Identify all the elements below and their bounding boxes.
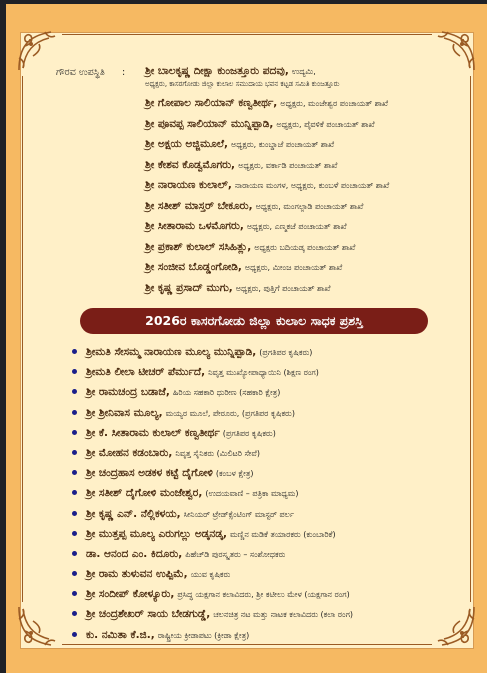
award-desc: (ಪ್ರಗತಿಪರ ಕೃಷಿಕರು) [222, 428, 276, 438]
honorary-desc: ಅಧ್ಯಕ್ಷರು, ಎಣ್ಮಕಜೆ ಪಂಚಾಯತ್ ಶಾಖೆ [246, 222, 347, 231]
bullet-icon [72, 490, 77, 495]
awards-list [72, 344, 472, 647]
award-item [72, 405, 472, 425]
honorary-name: ಶ್ರೀ ಪ್ರಕಾಶ್ ಕುಲಾಲ್ ಸಸಿಹಿತ್ಲು, [145, 240, 252, 253]
honorary-desc: ಅಧ್ಯಕ್ಷರು, ಮಂಗಲ್ಪಾಡಿ ಪಂಚಾಯತ್ ಶಾಖೆ [255, 201, 364, 211]
honorary-name: ಶ್ರೀ ನಾರಾಯಣ ಕುಲಾಲ್, [145, 179, 232, 191]
honorary-item [145, 239, 465, 260]
left-border-line [22, 76, 23, 602]
honorary-desc: ಅಧ್ಯಕ್ಷರು, ಮಂಜೇಶ್ವರ ಪಂಚಾಯತ್ ಶಾಖೆ [280, 99, 389, 108]
award-item [72, 384, 472, 404]
award-name: ಶ್ರೀ ಸತೀಶ್ ದೈಗೋಳಿ ಮಂಜೇಶ್ವರ, [86, 487, 203, 500]
honorary-item [145, 64, 465, 78]
award-desc: ಪ್ರಸಿದ್ಧ ಯಕ್ಷಗಾನ ಕಲಾವಿದರು, ಶ್ರೀ ಕಟೀಲು ಮೇಳ (ಯಕ್ಷಗಾನ ರಂಗ) [177, 590, 350, 600]
honorary-name: ಶ್ರೀ ಪೂವಪ್ಪ ಸಾಲಿಯಾನ್ ಮುನ್ನಿಪ್ಪಾಡಿ, [145, 117, 274, 130]
award-desc: ನಿವೃತ್ತ ಮುಖ್ಯೋಪಾಧ್ಯಾಯಿನಿ (ಶಿಕ್ಷಣ ರಂಗ) [208, 368, 319, 378]
award-item [72, 485, 472, 505]
award-desc: ಪಿಹೆಚ್‌ಡಿ ಪುರಸ್ಕೃತರು – ಸಂಶೋಧಕರು [185, 549, 286, 559]
award-name: ಶ್ರೀ ರಾಮ ತುಳುವನ ಉಪ್ಪಿಮೆ, [86, 568, 188, 581]
bullet-icon [72, 369, 77, 374]
award-desc: ಮಣ್ಣಿನ ಮಡಿಕೆ ತಯಾರಕರು (ಕುಂಬಾರಿಕೆ) [229, 529, 336, 539]
honorary-item [145, 157, 465, 178]
award-name: ಶ್ರೀ ಕೃಷ್ಣ ಎನ್. ನೆಲ್ಲಿಕಳಯ, [86, 507, 181, 520]
award-desc: ಹಿರಿಯ ಸಹಕಾರಿ ಧುರೀಣ (ಸಹಕಾರಿ ಕ್ಷೇತ್ರ) [172, 388, 281, 398]
bullet-icon [72, 591, 77, 596]
honorary-item [145, 136, 465, 157]
award-name: ಶ್ರೀ ಚಂದ್ರಶೇಖರ್ ಸಾಯ ಬೇಡಗುಡ್ಡೆ, [86, 608, 211, 621]
bullet-icon [72, 389, 77, 394]
award-name: ಶ್ರೀ ರಾಮಚಂದ್ರ ಬಡಾಜೆ, [86, 386, 170, 399]
honorary-item [145, 280, 465, 301]
bullet-icon [72, 551, 77, 556]
honorary-desc: ಉದ್ಯಮಿ, [291, 67, 316, 76]
award-name: ಶ್ರೀ ಮೋಹನ ಕಡಂಬಾರು, [86, 446, 173, 459]
honorary-name: ಶ್ರೀ ಸತೀಶ್ ಮಾಸ್ತರ್ ಬೇಕೂರು, [145, 199, 253, 212]
award-name: ಶ್ರೀ ಸಂದೀಪ್ ಕೋಳ್ಯೂರು, [86, 588, 175, 601]
award-banner-title: 2026ರ ಕಾಸರಗೋಡು ಜಿಲ್ಲಾ ಕುಲಾಲ ಸಾಧಕ ಪ್ರಶಸ್ತಿ [80, 308, 428, 334]
award-desc: ರಾಷ್ಟ್ರೀಯ ಕ್ರೀಡಾಪಟು (ಕ್ರೀಡಾ ಕ್ಷೇತ್ರ) [157, 630, 250, 640]
bullet-icon [72, 611, 77, 616]
honorary-name: ಶ್ರೀ ಗೋಪಾಲ ಸಾಲಿಯಾನ್ ಕಣ್ವತೀರ್ಥ, [145, 97, 278, 109]
award-desc: (ಪ್ರಗತಿಪರ ಕೃಷಿಕರು) [259, 348, 313, 357]
award-desc: ನಿವೃತ್ತ ಸೈನಿಕರು (ಮಿಲಿಟರಿ ಸೇವೆ) [175, 448, 260, 458]
award-item [72, 364, 472, 384]
award-item [72, 526, 472, 546]
award-item [72, 344, 472, 364]
award-name: ಶ್ರೀಮತಿ ಲೀಲಾ ಟೀಚರ್ ಪೆರ್ಮುದೆ, [86, 366, 206, 379]
honorary-list [145, 64, 465, 78]
honorary-desc: ಅಧ್ಯಕ್ಷರು ಬದಿಯಡ್ಕ ಪಂಚಾಯತ್ ಶಾಖೆ [254, 242, 356, 252]
honorary-desc: ಅಧ್ಯಕ್ಷರು, ಕುಂಬ್ಡಾಜೆ ಪಂಚಾಯತ್ ಶಾಖೆ [231, 140, 335, 149]
bullet-icon [72, 632, 77, 637]
award-item [72, 566, 472, 586]
bullet-icon [72, 349, 77, 354]
corner-ornament-icon [15, 603, 61, 649]
award-desc: ಯುವ ಕೃಷಿಕರು [190, 570, 231, 580]
award-name: ಶ್ರೀಮತಿ ಸೇಸಮ್ಮ ನಾರಾಯಣ ಮೂಲ್ಯ ಮುನ್ನಿಪ್ಪಾಡಿ, [86, 346, 257, 358]
honorary-item [145, 198, 465, 219]
award-name: ಡಾ. ಆನಂದ ಎಂ. ಕಿದೂರು, [86, 547, 183, 560]
award-name: ಶ್ರೀ ಶ್ರೀನಿವಾಸ ಮೂಲ್ಯ, [86, 406, 163, 419]
award-desc: ಸೀನಿಯರ್ ಟ್ರೇಡ್‌ಕ್ಸೆಂಟಿಂಗ್ ಮಾಸ್ಟರ್ ಪರ್ಲ [183, 509, 294, 519]
award-item [72, 586, 472, 606]
bullet-icon [72, 571, 77, 576]
honorary-item [145, 116, 465, 137]
bullet-icon [72, 450, 77, 455]
award-desc: (ಉದಯವಾಣಿ – ಪತ್ರಿಕಾ ಮಾಧ್ಯಮ) [205, 489, 299, 499]
bullet-icon [72, 410, 77, 415]
honorary-item [145, 95, 465, 116]
honorary-name: ಶ್ರೀ ಅಕ್ಷಯ ಅಜ್ಜಿಮೂಲೆ, [145, 138, 228, 150]
award-desc: ಮಯ್ಯರ ಮೂಲೆ, ಪೇರೂರು, (ಪ್ರಗತಿಪರ ಕೃಷಿಕರು) [165, 408, 295, 418]
award-desc: (ಕಂಬಳ ಕ್ಷೇತ್ರ) [215, 469, 254, 479]
award-name: ಶ್ರೀ ಚಂದ್ರಹಾಸ ಅಡಕಳ ಕಟ್ಟೆ ದೈಗೋಳಿ [86, 467, 213, 480]
award-name: ಕು. ನಮಿತಾ ಕೆ.ಜಿ., [86, 628, 155, 641]
honorary-name: ಶ್ರೀ ಕೃಷ್ಣ ಪ್ರಸಾದ್ ಮುಗು, [145, 281, 233, 294]
bullet-icon [72, 470, 77, 475]
honorary-name: ಶ್ರೀ ಸಂಜೀವ ಬೊಡ್ಡಂಗೋಡಿ, [145, 261, 242, 273]
bullet-icon [72, 511, 77, 516]
bullet-icon [72, 531, 77, 536]
honorary-desc: ಅಧ್ಯಕ್ಷರು, ಪೈವಳಿಕೆ ಪಂಚಾಯತ್ ಶಾಖೆ [276, 119, 375, 129]
honorary-colon: : [122, 67, 126, 78]
honorary-item [145, 218, 465, 239]
award-item [72, 506, 472, 526]
honorary-list-rest [145, 95, 465, 300]
award-item [72, 445, 472, 465]
award-desc: ಚಲನಚಿತ್ರ ನಟ ಮತ್ತು ನಾಟಕ ಕಲಾವಿದರು (ಕಲಾ ರಂಗ) [213, 610, 354, 620]
honorary-name: ಶ್ರೀ ಕೇಶವ ಕೊಡ್ವಮೊಗರು, [145, 158, 236, 171]
honorary-desc: ಅಧ್ಯಕ್ಷರು, ಮೀಂಜ ಪಂಚಾಯತ್ ಶಾಖೆ [244, 263, 343, 272]
honorary-desc-line2: ಅಧ್ಯಕ್ಷರು, ಕಾಸರಗೋಡು ಜಿಲ್ಲಾ ಕುಲಾಲ ಸಮುದಾಯ ಭವನ ಕಟ್ಟಡ ಸಮಿತಿ ಕುಂಜತ್ತೂರು [145, 80, 340, 88]
honorary-name: ಶ್ರೀ ಬಾಲಕೃಷ್ಣ ದೀಕ್ಷಾ ಕುಂಜತ್ತೂರು ಪದವು, [145, 65, 289, 77]
award-item [72, 546, 472, 566]
bullet-icon [72, 430, 77, 435]
honorary-desc: ಅಧ್ಯಕ್ಷರು, ವರ್ಕಾಡಿ ಪಂಚಾಯತ್ ಶಾಖೆ [238, 160, 338, 170]
honorary-name: ಶ್ರೀ ಸೀತಾರಾಮ ಒಳಮೊಗರು, [145, 220, 244, 232]
top-border-line [62, 34, 432, 35]
honorary-desc: ನಾರಾಯಣ ಮಂಗಳ, ಅಧ್ಯಕ್ಷರು, ಕುಂಬಳೆ ಪಂಚಾಯತ್ ಶಾಖೆ [234, 181, 390, 190]
honorary-label: ಗೌರವ ಉಪಸ್ಥಿತಿ [56, 67, 105, 78]
honorary-desc: ಅಧ್ಯಕ್ಷರು, ಪುತ್ತಿಗೆ ಪಂಚಾಯತ್ ಶಾಖೆ [235, 283, 331, 293]
award-item [72, 425, 472, 445]
honorary-item [145, 177, 465, 198]
award-name: ಶ್ರೀ ಕೆ. ಸೀತಾರಾಮ ಕುಲಾಲ್ ಕಣ್ವತೀರ್ಥ [86, 426, 220, 439]
honorary-item [145, 259, 465, 280]
award-item [72, 627, 472, 647]
corner-ornament-icon [15, 28, 61, 74]
award-item [72, 465, 472, 485]
award-item [72, 606, 472, 626]
award-name: ಶ್ರೀ ಮುತ್ತಪ್ಪ ಮೂಲ್ಯ ಎರುಗಲ್ಲು ಅಡ್ಕನಡ್ಕ, [86, 527, 227, 540]
